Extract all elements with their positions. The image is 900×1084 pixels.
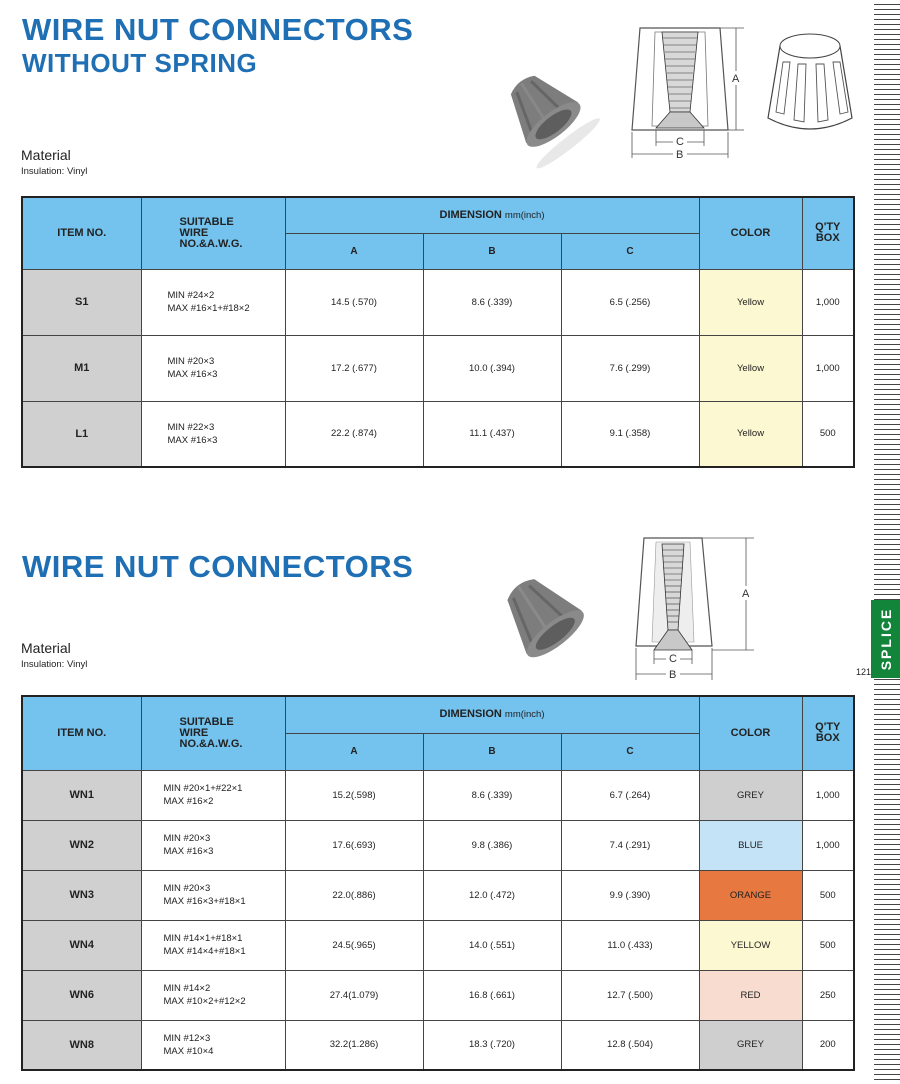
color-cell: ORANGE	[699, 870, 802, 920]
header-dim-c: C	[561, 233, 699, 269]
header-dim-c: C	[561, 733, 699, 770]
dim-label-c-1: C	[676, 136, 684, 148]
wire-nut-photo-2	[488, 568, 598, 668]
header-dimension: DIMENSION mm(inch)	[285, 696, 699, 733]
color-cell: Yellow	[699, 401, 802, 467]
section1-material-value: Insulation: Vinyl	[21, 166, 88, 177]
header-item-no: ITEM NO.	[22, 696, 141, 770]
section1-material-heading: Material	[21, 147, 71, 163]
header-dimension: DIMENSION mm(inch)	[285, 197, 699, 233]
wire-nut-drawing-2	[628, 534, 768, 682]
section1-spec-table	[21, 196, 855, 468]
table-row: WN2 MIN #20×3 MAX #16×3 17.6(.693) 9.8 (.386) 7.4 (.291) BLUE 1,000	[22, 820, 854, 870]
table-row: S1 MIN #24×2 MAX #16×1+#18×2 14.5 (.570) 8.6 (.339) 6.5 (.256) Yellow 1,000	[22, 269, 854, 335]
dim-label-a-2: A	[742, 588, 750, 600]
table-row: WN4 MIN #14×1+#18×1 MAX #14×4+#18×1 24.5(.965) 14.0 (.551) 11.0 (.433) YELLOW 500	[22, 920, 854, 970]
header-suitable-wire: SUITABLE WIRE NO.&A.W.G.	[141, 696, 285, 770]
section2-spec-table	[21, 695, 855, 1071]
header-dim-a: A	[285, 733, 423, 770]
table-row: WN6 MIN #14×2 MAX #10×2+#12×2 27.4(1.079) 16.8 (.661) 12.7 (.500) RED 250	[22, 970, 854, 1020]
table-row: WN1 MIN #20×1+#22×1 MAX #16×2 15.2(.598) 8.6 (.339) 6.7 (.264) GREY 1,000	[22, 770, 854, 820]
section1-title-line2: WITHOUT SPRING	[22, 48, 258, 78]
wire-nut-drawing-1	[620, 18, 880, 163]
table-row: WN3 MIN #20×3 MAX #16×3+#18×1 22.0(.886) 12.0 (.472) 9.9 (.390) ORANGE 500	[22, 870, 854, 920]
header-suitable-wire: SUITABLE WIRE NO.&A.W.G.	[141, 197, 285, 269]
table-row: L1 MIN #22×3 MAX #16×3 22.2 (.874) 11.1 (.437) 9.1 (.358) Yellow 500	[22, 401, 854, 467]
table-row: M1 MIN #20×3 MAX #16×3 17.2 (.677) 10.0 (.394) 7.6 (.299) Yellow 1,000	[22, 335, 854, 401]
side-ruler	[874, 0, 900, 1084]
splice-tab-label: SPLICE	[877, 607, 894, 671]
section2-material-value: Insulation: Vinyl	[21, 659, 88, 670]
color-cell: YELLOW	[699, 920, 802, 970]
dim-label-b-1: B	[676, 149, 684, 161]
header-color: COLOR	[699, 696, 802, 770]
dim-label-c-2: C	[669, 653, 677, 665]
color-cell: GREY	[699, 1020, 802, 1070]
dim-label-a-1: A	[732, 73, 740, 85]
section2-material-heading: Material	[21, 640, 71, 656]
dim-label-b-2: B	[669, 669, 677, 681]
color-cell: GREY	[699, 770, 802, 820]
table-row: WN8 MIN #12×3 MAX #10×4 32.2(1.286) 18.3 (.720) 12.8 (.504) GREY 200	[22, 1020, 854, 1070]
section2-title: WIRE NUT CONNECTORS	[22, 549, 414, 584]
color-cell: Yellow	[699, 335, 802, 401]
color-cell: BLUE	[699, 820, 802, 870]
splice-tab[interactable]	[871, 600, 900, 678]
page-number: 121	[856, 667, 872, 677]
color-cell: Yellow	[699, 269, 802, 335]
header-dim-b: B	[423, 233, 561, 269]
header-color: COLOR	[699, 197, 802, 269]
section1-title-line1: WIRE NUT CONNECTORS	[22, 12, 414, 47]
header-qty-box: Q'TY BOX	[802, 197, 854, 269]
wire-nut-photo-1	[488, 66, 598, 156]
header-qty-box: Q'TY BOX	[802, 696, 854, 770]
header-item-no: ITEM NO.	[22, 197, 141, 269]
header-dim-a: A	[285, 233, 423, 269]
header-dim-b: B	[423, 733, 561, 770]
color-cell: RED	[699, 970, 802, 1020]
